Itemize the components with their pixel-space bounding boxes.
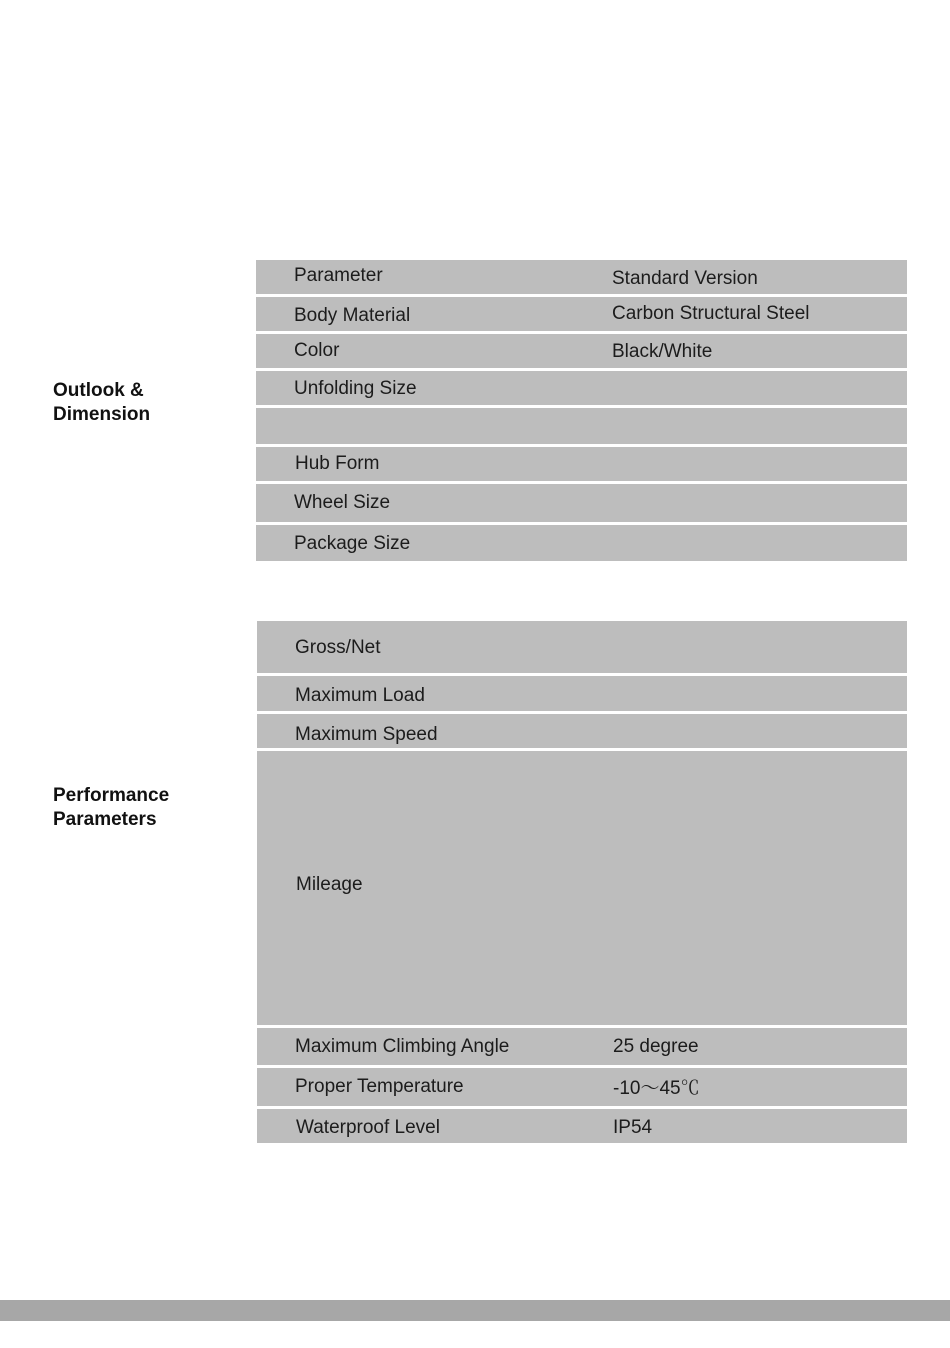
- table-cell-parameter: Parameter: [294, 265, 383, 286]
- table-row: [256, 484, 907, 525]
- table-cell-parameter: Unfolding Size: [294, 378, 417, 399]
- table-row: [256, 447, 907, 484]
- section-label-line: Outlook &: [53, 380, 144, 401]
- section-label-outlook-dimension: [53, 379, 150, 427]
- performance-parameters-table: [257, 621, 907, 1143]
- table-cell-value: Black/White: [612, 341, 713, 362]
- section-label-line: Parameters: [53, 809, 157, 830]
- table-row: [256, 371, 907, 408]
- table-cell-parameter: Body Material: [294, 305, 411, 326]
- table-row: [256, 334, 907, 371]
- table-row-header: [256, 260, 907, 297]
- table-row: [256, 408, 907, 447]
- table-cell-value: -10～45℃: [613, 1078, 700, 1099]
- footer-bar: [0, 1300, 950, 1321]
- table-cell-parameter: Maximum Speed: [295, 724, 438, 745]
- table-cell-parameter: Proper Temperature: [295, 1076, 464, 1097]
- table-cell-value: Carbon Structural Steel: [612, 303, 810, 324]
- table-cell-parameter: Maximum Climbing Angle: [295, 1036, 510, 1057]
- section-label-line: Performance: [53, 785, 170, 806]
- table-row: [256, 525, 907, 561]
- section-label-line: Dimension: [53, 404, 151, 425]
- table-row: [257, 751, 907, 1028]
- table-cell-parameter: Wheel Size: [294, 492, 391, 513]
- table-cell-value: 25 degree: [613, 1036, 699, 1057]
- table-cell-parameter: Gross/Net: [295, 637, 381, 658]
- table-cell-value: Standard Version: [612, 268, 758, 289]
- table-row: [257, 714, 907, 751]
- table-cell-value: IP54: [613, 1117, 653, 1138]
- table-cell-parameter: Hub Form: [295, 453, 380, 474]
- table-row: [257, 1109, 907, 1143]
- table-row: [256, 297, 907, 334]
- table-cell-parameter: Maximum Load: [295, 685, 425, 706]
- table-row: [257, 676, 907, 714]
- table-row: [257, 1068, 907, 1109]
- table-row: [257, 621, 907, 676]
- table-row: [257, 1028, 907, 1068]
- outlook-dimension-table: [256, 260, 907, 561]
- table-cell-parameter: Waterproof Level: [296, 1117, 440, 1138]
- table-cell-parameter: Color: [294, 340, 340, 361]
- table-cell-parameter: Mileage: [296, 874, 363, 895]
- section-label-performance-parameters: [53, 784, 169, 832]
- table-cell-parameter: Package Size: [294, 533, 411, 554]
